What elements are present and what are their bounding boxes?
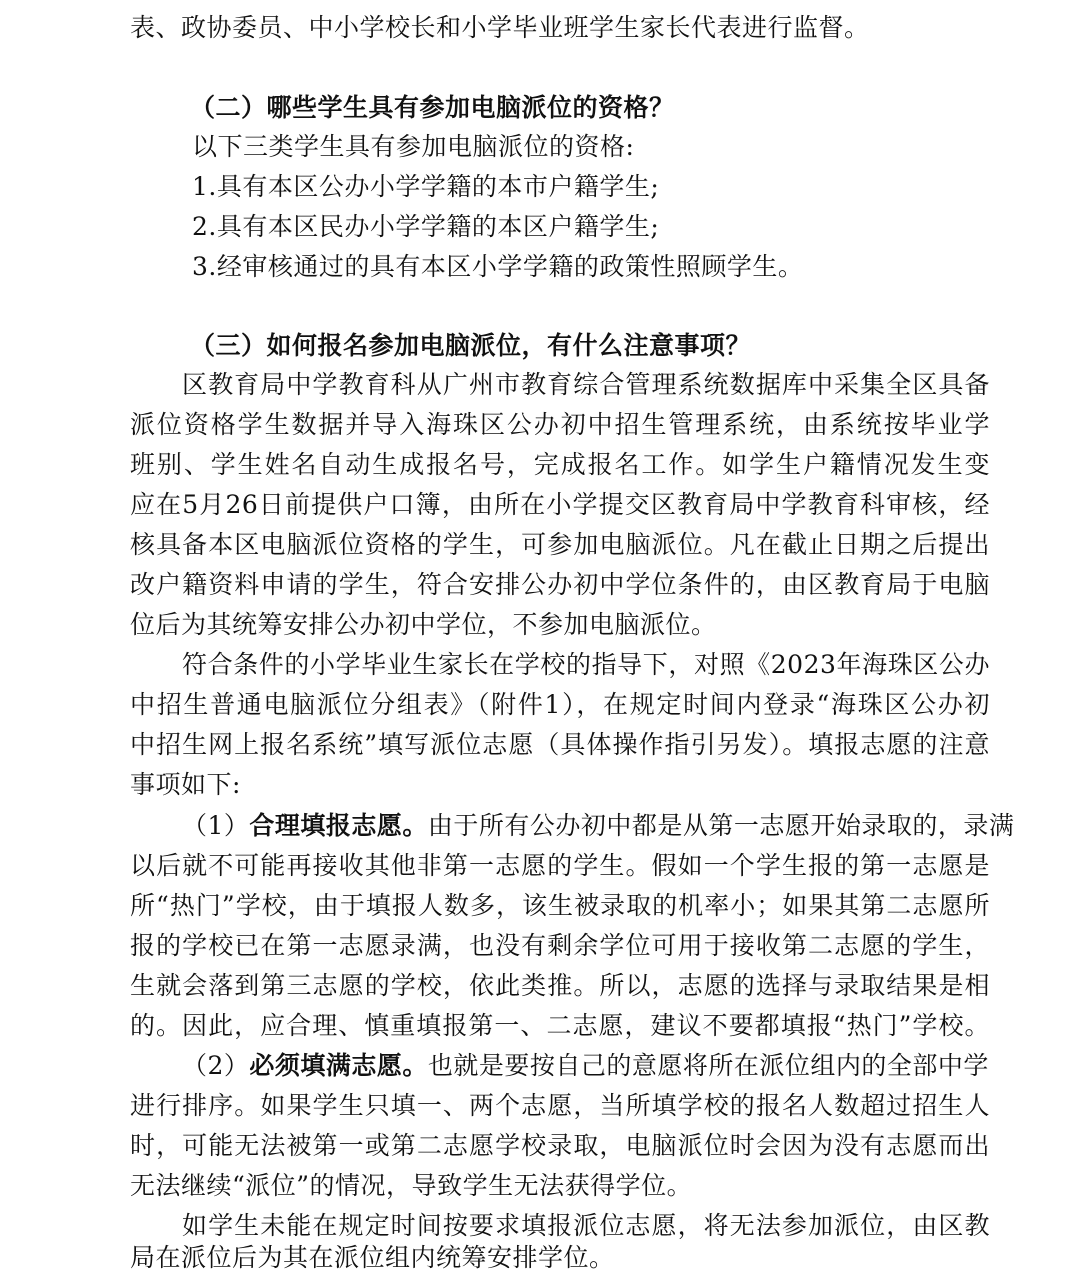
point1-title: 合理填报志愿。 — [249, 811, 428, 840]
para1-line-3: 班别、学生姓名自动生成报名号，完成报名工作。如学生户籍情况发生变 — [130, 450, 990, 479]
para1-line-6: 改户籍资料申请的学生，符合安排公办初中学位条件的，由区教育局于电脑 — [130, 570, 990, 599]
point2-first-text: 也就是要按自己的意愿将所在派位组内的全部中学 — [427, 1051, 989, 1080]
para1-line-4: 应在5月26日前提供户口簿，由所在小学提交区教育局中学教育科审核，经 — [130, 490, 990, 519]
point2-first-line — [182, 1046, 990, 1086]
eligibility-item-3: 3.经审核通过的具有本区小学学籍的政策性照顾学生。 — [192, 252, 804, 281]
point1-line-3: 所“热门”学校，由于填报人数多，该生被录取的机率小；如果其第二志愿所 — [130, 891, 990, 920]
para2-line-3: 中招生网上报名系统”填写派位志愿（具体操作指引另发）。填报志愿的注意 — [130, 730, 990, 759]
para2-line-1: 符合条件的小学毕业生家长在学校的指导下，对照《2023年海珠区公办 — [182, 650, 990, 679]
para3-line-2: 局在派位后为其在派位组内统筹安排学位。 — [130, 1243, 615, 1272]
point1-first-text: 由于所有公办初中都是从第一志愿开始录取的，录满 — [427, 811, 1015, 840]
point2-line-3: 时，可能无法被第一或第二志愿学校录取，电脑派位时会因为没有志愿而出 — [130, 1131, 990, 1160]
point1-line-2: 以后就不可能再接收其他非第一志愿的学生。假如一个学生报的第一志愿是 — [130, 851, 990, 880]
point1-line-4: 报的学校已在第一志愿录满，也没有剩余学位可用于接收第二志愿的学生， — [130, 931, 990, 960]
point1-first-line — [182, 806, 1015, 846]
paragraph-tail: 表、政协委员、中小学校长和小学毕业班学生家长代表进行监督。 — [130, 13, 870, 42]
para1-line-1: 区教育局中学教育科从广州市教育综合管理系统数据库中采集全区具备 — [182, 370, 990, 399]
para2-line-4: 事项如下: — [130, 770, 241, 799]
section-3-heading: （三）如何报名参加电脑派位，有什么注意事项？ — [190, 331, 752, 360]
point2-number: （2） — [182, 1051, 250, 1080]
point2-title: 必须填满志愿。 — [249, 1051, 428, 1080]
point1-line-5: 生就会落到第三志愿的学校，依此类推。所以，志愿的选择与录取结果是相 — [130, 971, 990, 1000]
point1-line-6: 的。因此，应合理、慎重填报第一、二志愿，建议不要都填报“热门”学校。 — [130, 1011, 990, 1040]
para2-line-2: 中招生普通电脑派位分组表》（附件1），在规定时间内登录“海珠区公办初 — [130, 690, 990, 719]
para1-line-7: 位后为其统筹安排公办初中学位，不参加电脑派位。 — [130, 610, 717, 639]
point1-number: （1） — [182, 811, 250, 840]
section-2-heading: （二）哪些学生具有参加电脑派位的资格？ — [190, 93, 675, 122]
para3-line-1: 如学生未能在规定时间按要求填报派位志愿，将无法参加派位，由区教 — [182, 1211, 990, 1240]
point2-line-2: 进行排序。如果学生只填一、两个志愿，当所填学校的报名人数超过招生人 — [130, 1091, 990, 1120]
eligibility-item-1: 1.具有本区公办小学学籍的本市户籍学生; — [192, 172, 660, 201]
section-2-intro: 以下三类学生具有参加电脑派位的资格: — [192, 132, 635, 161]
point2-line-4: 无法继续“派位”的情况，导致学生无法获得学位。 — [130, 1171, 693, 1200]
eligibility-item-2: 2.具有本区民办小学学籍的本区户籍学生; — [192, 212, 660, 241]
para1-line-5: 核具备本区电脑派位资格的学生，可参加电脑派位。凡在截止日期之后提出 — [130, 530, 990, 559]
para1-line-2: 派位资格学生数据并导入海珠区公办初中招生管理系统，由系统按毕业学 — [130, 410, 990, 439]
